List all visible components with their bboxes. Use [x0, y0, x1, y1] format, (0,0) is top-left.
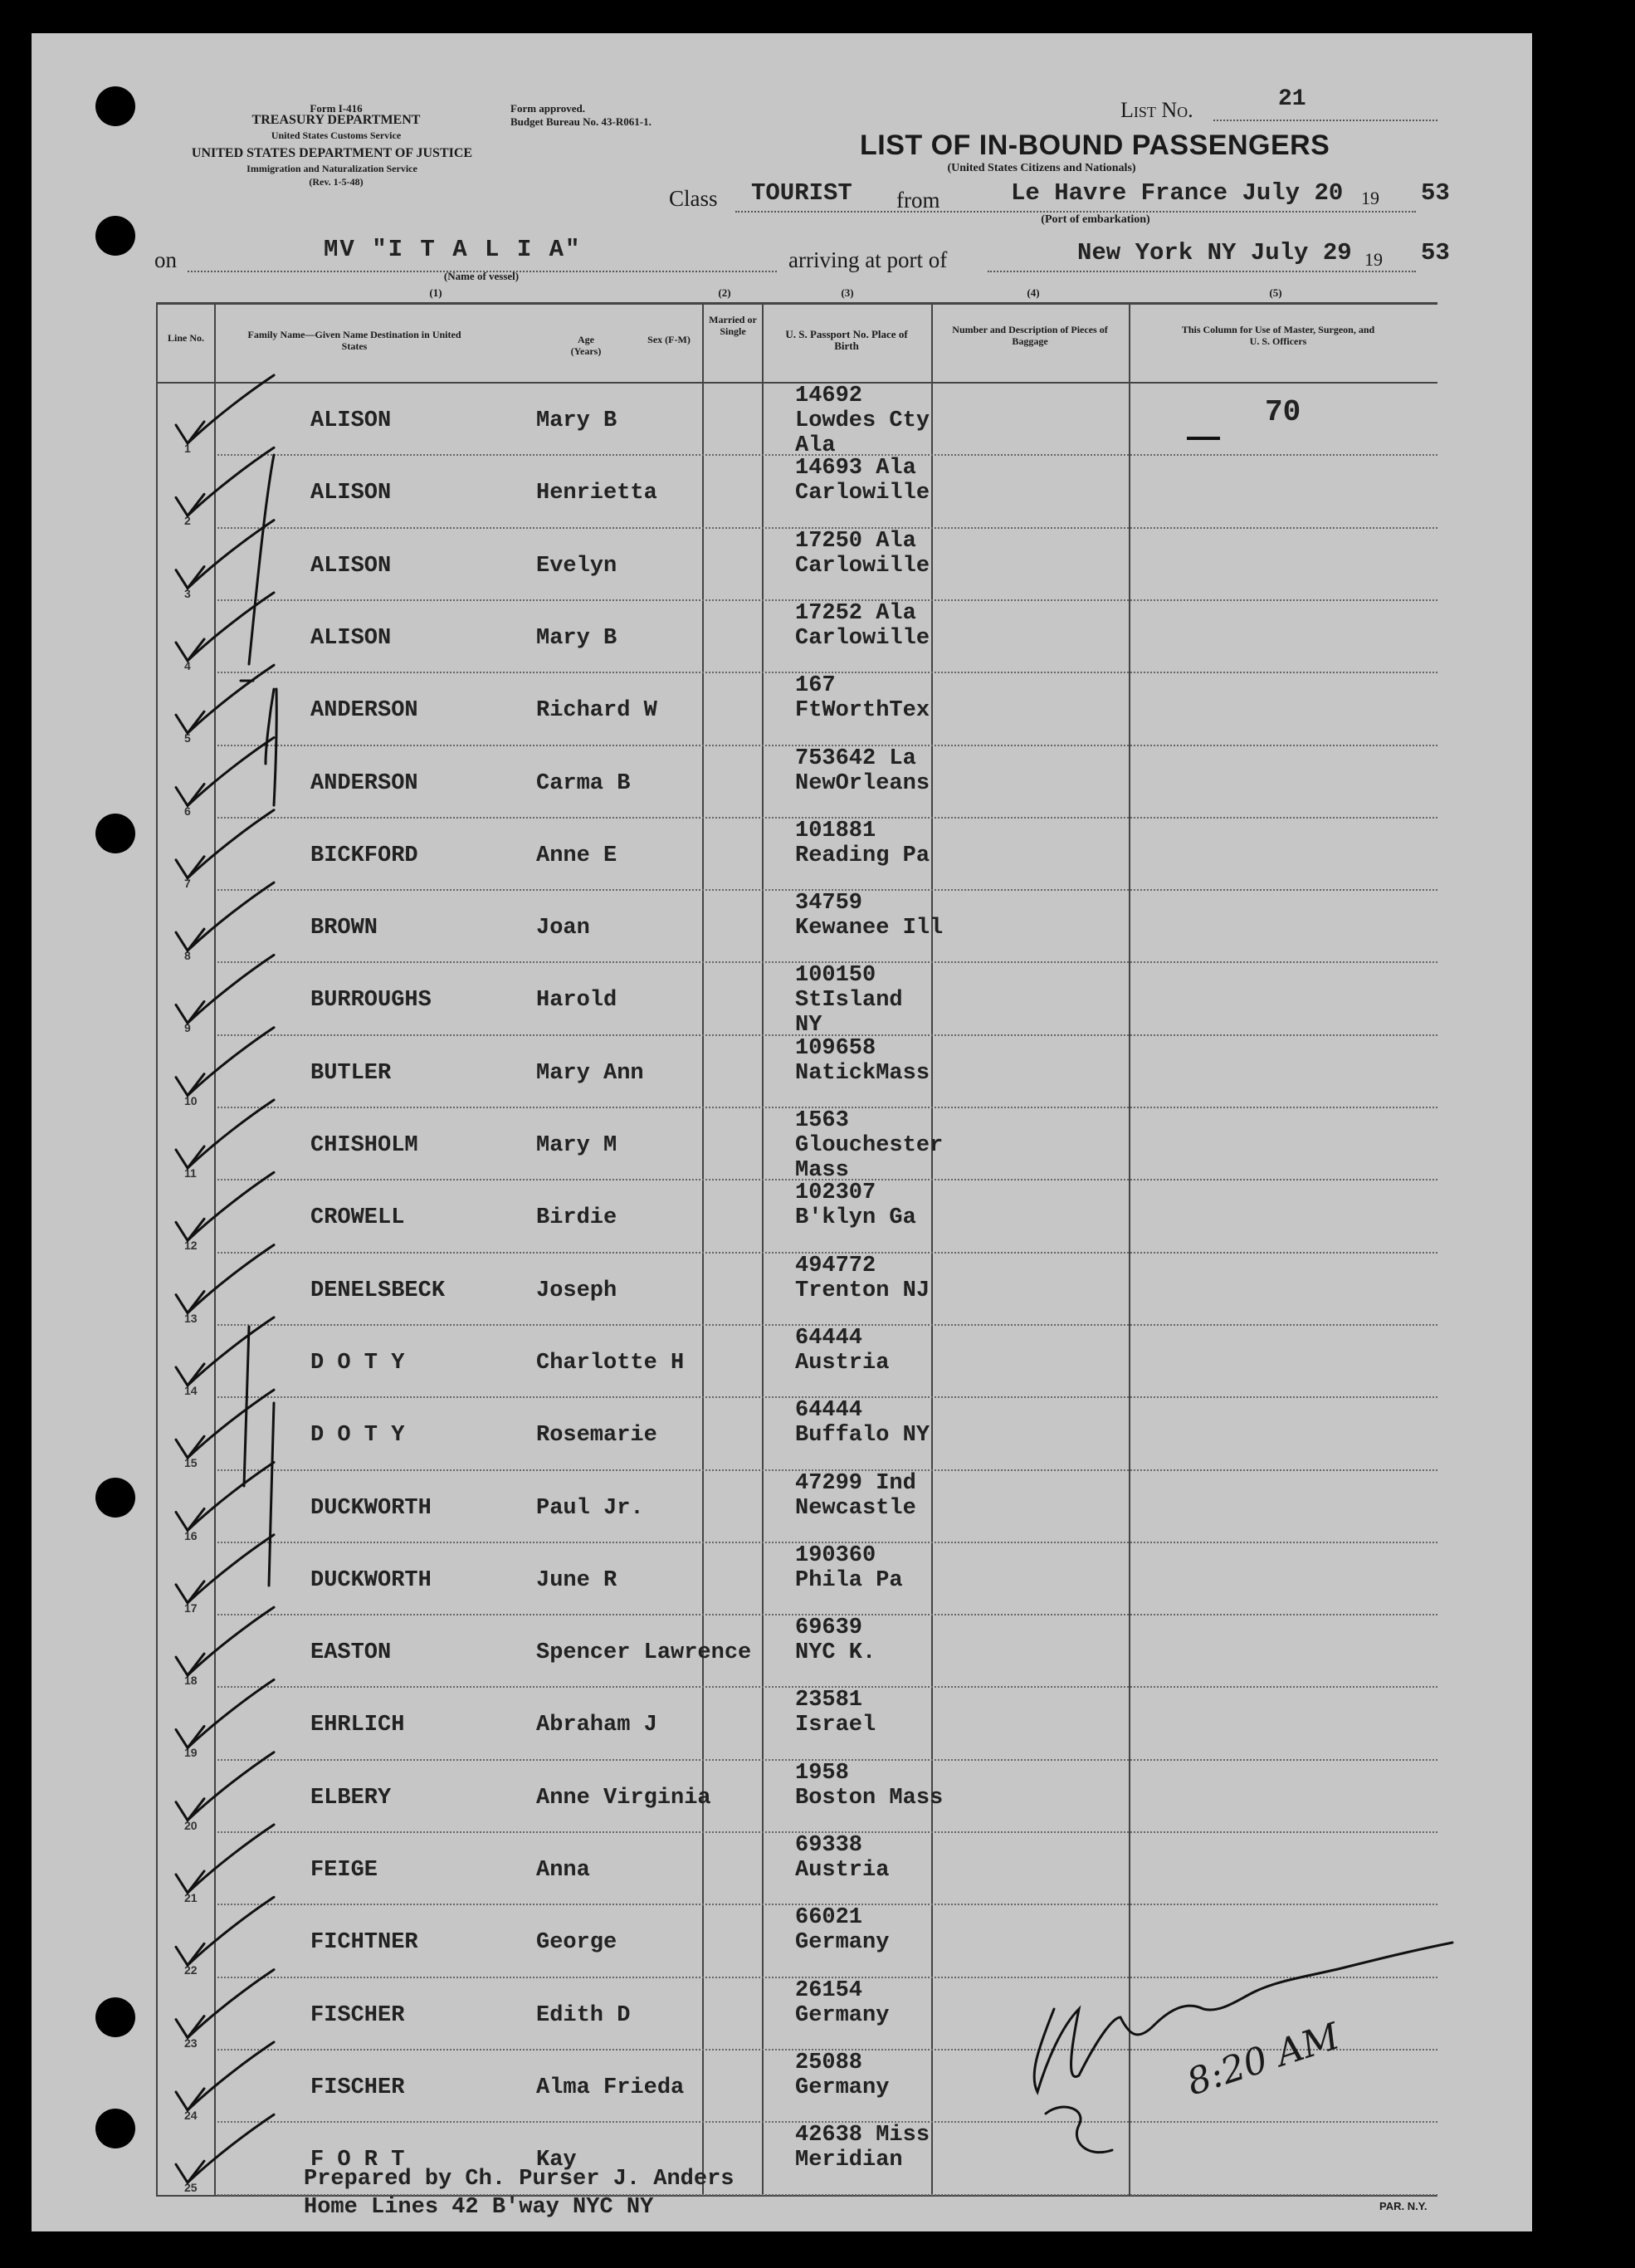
line-number: 18	[184, 1674, 198, 1688]
printer-mark: PAR. N.Y.	[1379, 2200, 1428, 2212]
header-sex: Sex (F-M)	[647, 334, 691, 345]
family-name: BUTLER	[310, 1060, 392, 1086]
embarkation-caption: (Port of embarkation)	[1041, 213, 1150, 226]
family-name: CROWELL	[310, 1205, 405, 1231]
embark-year: 53	[1421, 179, 1450, 207]
given-name: Joan	[536, 916, 590, 941]
given-name: Kay	[536, 2148, 577, 2173]
line-number: 14	[184, 1383, 198, 1397]
line-number: 24	[184, 2108, 198, 2122]
prepared-by: Prepared by Ch. Purser J. Anders	[304, 2167, 735, 2192]
given-name: Richard W	[536, 698, 657, 724]
family-name: ALISON	[310, 553, 392, 579]
page-title: LIST OF IN-BOUND PASSENGERS	[860, 130, 1330, 161]
passport-number: 102307	[795, 1180, 876, 1206]
header-married: Married or Single	[709, 314, 757, 337]
place-of-birth: StIsland	[795, 988, 903, 1014]
punch-hole	[95, 86, 135, 126]
family-name: DUCKWORTH	[310, 1567, 432, 1593]
family-name: BICKFORD	[310, 843, 418, 868]
passport-number: 100150	[795, 963, 876, 989]
page-subtitle: (United States Citizens and Nationals)	[947, 162, 1136, 174]
family-name: FEIGE	[310, 1858, 378, 1883]
given-name: Anna	[536, 1858, 590, 1883]
family-name: FISCHER	[310, 2075, 405, 2100]
header-baggage: Number and Description of Pieces of Baggage	[952, 324, 1108, 347]
given-name: Harold	[536, 988, 617, 1014]
place-of-birth: NewOrleans	[795, 770, 930, 796]
given-name: Paul Jr.	[536, 1495, 644, 1521]
arrival-year: 53	[1421, 239, 1450, 266]
line-number: 12	[184, 1239, 198, 1253]
line-number: 22	[184, 1963, 198, 1977]
header-passport: U. S. Passport No. Place of Birth	[785, 328, 908, 352]
embarkation-value: Le Havre France July 20	[1011, 179, 1344, 207]
given-name: Evelyn	[536, 553, 617, 579]
given-name: Joseph	[536, 1278, 617, 1303]
family-name: ALISON	[310, 481, 392, 506]
given-name: Edith D	[536, 2002, 631, 2028]
given-name: Mary B	[536, 625, 617, 651]
punch-hole	[95, 216, 135, 256]
passport-number: 14692	[795, 384, 863, 408]
place-of-birth: Carlowille	[795, 625, 930, 651]
family-name: EASTON	[310, 1640, 392, 1666]
given-name: Alma Frieda	[536, 2075, 685, 2100]
place-of-birth: NYC K.	[795, 1640, 876, 1666]
line-number: 7	[184, 876, 191, 890]
justice-label: UNITED STATES DEPARTMENT OF JUSTICE	[191, 146, 473, 160]
given-name: Mary M	[536, 1133, 617, 1158]
place-of-birth: Israel	[795, 1713, 876, 1738]
given-name: Birdie	[536, 1205, 617, 1231]
document-page	[32, 33, 1532, 2231]
family-name: FISCHER	[310, 2002, 405, 2028]
place-of-birth: Phila Pa	[795, 1567, 903, 1593]
vessel-caption: (Name of vessel)	[443, 270, 520, 282]
arrival-year-prefix: 19	[1364, 249, 1383, 270]
from-label: from	[896, 188, 940, 213]
line-number: 21	[184, 1891, 198, 1904]
line-number: 23	[184, 2036, 198, 2050]
passport-number: 494772	[795, 1253, 876, 1278]
officer-note: 70	[1265, 395, 1301, 429]
header-name: Family Name—Given Name Destination in United States	[247, 329, 461, 352]
place-of-birth: Buffalo NY	[795, 1423, 930, 1449]
line-number: 3	[184, 586, 191, 600]
place-of-birth: Reading Pa	[795, 843, 930, 868]
class-value: TOURIST	[751, 179, 852, 207]
given-name: Anne Virginia	[536, 1785, 711, 1811]
passport-number: 17252 Ala	[795, 600, 916, 626]
family-name: ANDERSON	[310, 770, 418, 796]
line-number: 25	[184, 2181, 198, 2195]
shipping-address: Home Lines 42 B'way NYC NY	[304, 2195, 654, 2220]
place-of-birth: NatickMass	[795, 1060, 930, 1086]
class-label: Class	[669, 186, 718, 211]
passport-number: 17250 Ala	[795, 528, 916, 554]
passport-number: 42638 Miss	[795, 2123, 930, 2148]
handwritten-time: 8:20 AM	[1182, 2015, 1345, 2104]
line-number: 5	[184, 731, 191, 745]
approved-label: Form approved.	[510, 102, 586, 115]
line-number: 20	[184, 1818, 198, 1832]
place-of-birth: Kewanee Ill	[795, 916, 944, 941]
passport-number: 1563	[795, 1108, 849, 1133]
immigration-label: Immigration and Naturalization Service	[246, 163, 417, 174]
place-of-birth: Newcastle	[795, 1495, 916, 1521]
budget-label: Budget Bureau No. 43-R061-1.	[510, 115, 652, 128]
place-of-birth: Lowdes Cty	[795, 408, 930, 433]
family-name: BROWN	[310, 916, 378, 941]
treasury-label: TREASURY DEPARTMENT	[251, 113, 421, 127]
passport-number: 753642 La	[795, 745, 916, 771]
punch-hole	[95, 814, 135, 853]
given-name: Carma B	[536, 770, 631, 796]
place-of-birth: Carlowille	[795, 553, 930, 579]
line-number: 19	[184, 1746, 198, 1760]
passport-number: 64444	[795, 1398, 863, 1424]
line-number: 17	[184, 1601, 198, 1615]
given-name: June R	[536, 1567, 617, 1593]
passport-number: 64444	[795, 1325, 863, 1351]
line-number: 2	[184, 514, 191, 528]
line-number: 9	[184, 1021, 191, 1035]
passport-number: 69338	[795, 1833, 863, 1858]
col-num-4: (4)	[1027, 286, 1040, 299]
col-num-1: (1)	[429, 286, 442, 299]
passport-number: 167	[795, 673, 836, 699]
passport-number: 69639	[795, 1615, 863, 1641]
passport-number: 66021	[795, 1905, 863, 1931]
passport-number: 47299 Ind	[795, 1470, 916, 1496]
embark-year-prefix: 19	[1361, 188, 1379, 208]
passport-number: 25088	[795, 2050, 863, 2075]
family-name: D O T Y	[310, 1350, 405, 1376]
on-label: on	[154, 247, 177, 272]
passport-number: 23581	[795, 1688, 863, 1713]
place-of-birth: Glouchester	[795, 1133, 944, 1158]
line-number: 6	[184, 804, 191, 818]
arriving-label: arriving at port of	[788, 247, 948, 272]
col-num-2: (2)	[718, 286, 731, 299]
place-of-birth-extra: Ala	[795, 433, 836, 458]
passport-number: 34759	[795, 891, 863, 916]
line-number: 15	[184, 1456, 198, 1470]
passport-number: 14693 Ala	[795, 456, 916, 481]
place-of-birth: B'klyn Ga	[795, 1205, 916, 1231]
place-of-birth: Carlowille	[795, 481, 930, 506]
place-of-birth-extra: Mass	[795, 1158, 849, 1183]
given-name: Abraham J	[536, 1713, 657, 1738]
customs-label: United States Customs Service	[271, 130, 402, 141]
place-of-birth: Austria	[795, 1858, 890, 1883]
given-name: Anne E	[536, 843, 617, 868]
line-number: 13	[184, 1311, 198, 1325]
given-name: Henrietta	[536, 481, 657, 506]
header-line-no: Line No.	[167, 332, 204, 344]
passport-number: 26154	[795, 1977, 863, 2003]
arrival-value: New York NY July 29	[1077, 239, 1352, 266]
line-number: 16	[184, 1528, 198, 1542]
header-age: Age (Years)	[570, 334, 602, 357]
form-number: Form I-416	[310, 102, 363, 115]
place-of-birth: Germany	[795, 2002, 890, 2028]
col-num-5: (5)	[1269, 286, 1282, 299]
family-name: ALISON	[310, 625, 392, 651]
given-name: George	[536, 1930, 617, 1956]
place-of-birth: Meridian	[795, 2148, 903, 2173]
family-name: EHRLICH	[310, 1713, 405, 1738]
family-name: ANDERSON	[310, 698, 418, 724]
place-of-birth: Austria	[795, 1350, 890, 1376]
family-name: BURROUGHS	[310, 988, 432, 1014]
family-name: DUCKWORTH	[310, 1495, 432, 1521]
family-name: F O R T	[310, 2148, 405, 2173]
list-no-label: List No.	[1120, 98, 1193, 122]
place-of-birth: Boston Mass	[795, 1785, 944, 1811]
family-name: ALISON	[310, 408, 392, 433]
passport-number: 109658	[795, 1035, 876, 1061]
place-of-birth: Germany	[795, 1930, 890, 1956]
family-name: ELBERY	[310, 1785, 392, 1811]
given-name: Rosemarie	[536, 1423, 657, 1449]
given-name: Charlotte H	[536, 1350, 685, 1376]
col-num-3: (3)	[841, 286, 854, 299]
line-number: 10	[184, 1093, 198, 1107]
line-number: 8	[184, 949, 191, 963]
punch-hole	[95, 1997, 135, 2037]
passport-number: 190360	[795, 1542, 876, 1568]
punch-hole	[95, 2109, 135, 2148]
family-name: DENELSBECK	[310, 1278, 446, 1303]
family-name: FICHTNER	[310, 1930, 418, 1956]
place-of-birth: Germany	[795, 2075, 890, 2100]
place-of-birth-extra: NY	[795, 1013, 822, 1039]
passport-number: 101881	[795, 818, 876, 843]
place-of-birth: Trenton NJ	[795, 1278, 930, 1303]
line-number: 4	[184, 658, 191, 672]
list-no-value: 21	[1278, 86, 1306, 112]
vessel-name: MV "I T A L I A"	[324, 236, 582, 263]
header-officers: This Column for Use of Master, Surgeon, and U. S. Officers	[1181, 324, 1375, 347]
family-name: CHISHOLM	[310, 1133, 418, 1158]
family-name: D O T Y	[310, 1423, 405, 1449]
line-number: 1	[184, 442, 191, 455]
passport-number: 1958	[795, 1760, 849, 1786]
given-name: Mary Ann	[536, 1060, 644, 1086]
given-name: Mary B	[536, 408, 617, 433]
revision-label: (Rev. 1-5-48)	[309, 176, 364, 188]
line-number: 11	[184, 1166, 197, 1180]
given-name: Spencer Lawrence	[536, 1640, 752, 1666]
place-of-birth: FtWorthTex	[795, 698, 930, 724]
punch-hole	[95, 1478, 135, 1518]
